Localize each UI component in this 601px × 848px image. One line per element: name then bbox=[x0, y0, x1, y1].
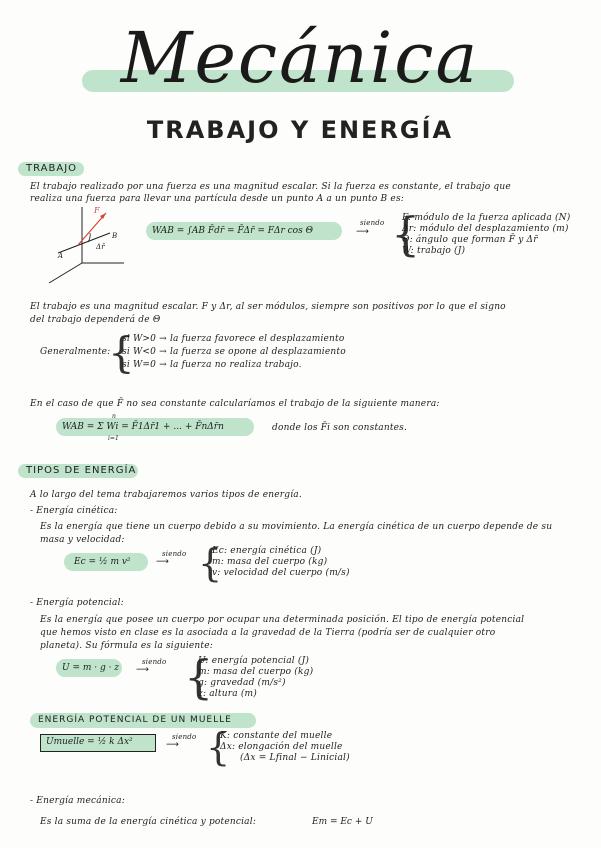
muelle-formula: Umuelle = ½ k Δx² bbox=[46, 737, 133, 747]
cinetica-def-m: m: masa del cuerpo (kg) bbox=[212, 557, 328, 567]
tipos-heading: TIPOS DE ENERGÍA bbox=[26, 465, 137, 476]
cinetica-def-v: v: velocidad del cuerpo (m/s) bbox=[212, 568, 350, 578]
cinetica-desc-line2: masa y velocidad: bbox=[40, 535, 125, 545]
muelle-definitions bbox=[220, 731, 350, 764]
potencial-label: - Energía potencial: bbox=[30, 598, 124, 608]
muelle-def-dx: Δx: elongación del muelle bbox=[220, 742, 343, 752]
potencial-def-u: U: energía potencial (J) bbox=[198, 656, 310, 666]
diagram-label-b: B bbox=[112, 232, 118, 240]
sign-cases bbox=[122, 333, 346, 372]
arrow-icon: ⟶ bbox=[356, 227, 369, 237]
siendo-label-potencial: siendo bbox=[142, 658, 167, 666]
muelle-def-elongation: (Δx = Lfinal − Linicial) bbox=[240, 753, 350, 763]
work-def-f: F: módulo de la fuerza aplicada (N) bbox=[402, 213, 571, 223]
potencial-def-m: m: masa del cuerpo (kg) bbox=[198, 667, 314, 677]
cinetica-def-ec: Ec: energía cinética (J) bbox=[212, 546, 322, 556]
arrow-icon: ⟶ bbox=[156, 557, 169, 567]
cinetica-formula: Ec = ½ m v² bbox=[74, 557, 131, 567]
potencial-desc-line2: que hemos visto en clase es la asociada a la gravedad de la Tierra (podría ser de cualquier otro bbox=[40, 628, 496, 638]
potencial-desc-line1: Es la energía que posee un cuerpo por ocupar una determinada posición. El tipo de energía potencial bbox=[40, 615, 525, 625]
potencial-def-g: g: gravedad (m/s²) bbox=[198, 678, 286, 688]
siendo-label-work: siendo bbox=[360, 219, 385, 227]
cases-brace-icon: { bbox=[108, 328, 135, 377]
arrow-icon: ⟶ bbox=[136, 665, 149, 675]
arrow-icon: ⟶ bbox=[166, 740, 179, 750]
sum-index-top: n bbox=[112, 413, 116, 420]
brace-icon: { bbox=[198, 541, 223, 585]
work-def-dr: Δr: módulo del desplazamiento (m) bbox=[402, 224, 569, 234]
muelle-def-k: K: constante del muelle bbox=[220, 731, 333, 741]
potencial-definitions bbox=[198, 656, 313, 700]
page-subtitle: TRABAJO Y ENERGÍA bbox=[146, 116, 454, 144]
work-def-w: W: trabajo (J) bbox=[402, 246, 466, 256]
trabajo-note-line1: El trabajo es una magnitud escalar. F y Δr, al ser módulos, siempre son positivos por lo que el signo bbox=[30, 302, 506, 312]
work-def-theta: Θ: ángulo que forman F̄ y Δr̄ bbox=[402, 235, 538, 245]
cinetica-definitions bbox=[212, 546, 350, 579]
sum-note: donde los F̄i son constantes. bbox=[272, 423, 408, 433]
trabajo-intro-line2: realiza una fuerza para llevar una partícula desde un punto A a un punto B es: bbox=[30, 194, 405, 204]
potencial-def-z: z: altura (m) bbox=[198, 689, 257, 699]
trabajo-intro-line1: El trabajo realizado por una fuerza es una magnitud escalar. Si la fuerza es constante, el trabajo que bbox=[30, 182, 511, 192]
mecanica-formula: Em = Ec + U bbox=[312, 817, 373, 827]
brace-icon: { bbox=[391, 207, 421, 261]
trabajo-heading: TRABAJO bbox=[26, 163, 78, 174]
generalmente-label: Generalmente: bbox=[40, 347, 111, 357]
work-formula: WAB = ∫AB F̄dr̄ = F̄Δr̄ = FΔr cos Θ bbox=[152, 226, 313, 236]
muelle-heading: ENERGÍA POTENCIAL DE UN MUELLE bbox=[38, 715, 232, 725]
work-definitions bbox=[402, 213, 570, 257]
diagram-label-a: A bbox=[58, 252, 64, 260]
sum-index-bottom: i=1 bbox=[108, 435, 119, 442]
tipos-intro: A lo largo del tema trabajaremos varios tipos de energía. bbox=[30, 490, 302, 500]
brace-icon: { bbox=[206, 725, 231, 769]
diagram-label-dr: Δr̄ bbox=[96, 243, 105, 251]
potencial-formula: U = m · g · z bbox=[62, 663, 120, 673]
case-positive: si W>0 → la fuerza favorece el desplazamiento bbox=[122, 334, 345, 344]
cinetica-desc-line1: Es la energía que tiene un cuerpo debido a su movimiento. La energía cinética de un cuerpo depende de su bbox=[40, 522, 553, 532]
variable-force-line: En el caso de que F̄ no sea constante calcularíamos el trabajo de la siguiente manera: bbox=[30, 399, 440, 409]
work-vector-diagram bbox=[44, 203, 128, 285]
page-title: Mecánica bbox=[120, 17, 480, 99]
siendo-label-cinetica: siendo bbox=[162, 550, 187, 558]
sum-formula: WAB = Σ Wi = F̄1Δr̄1 + ... + F̄nΔr̄n bbox=[62, 422, 224, 432]
brace-icon: { bbox=[184, 650, 214, 704]
case-zero: si W=0 → la fuerza no realiza trabajo. bbox=[122, 360, 302, 370]
siendo-label-muelle: siendo bbox=[172, 733, 197, 741]
diagram-label-f: F bbox=[94, 206, 100, 215]
mecanica-desc: Es la suma de la energía cinética y potencial: bbox=[40, 817, 257, 827]
mecanica-label: - Energía mecánica: bbox=[30, 796, 125, 806]
potencial-desc-line3: planeta). Su fórmula es la siguiente: bbox=[40, 641, 213, 651]
case-negative: si W<0 → la fuerza se opone al desplazamiento bbox=[122, 347, 346, 357]
trabajo-note-line2: del trabajo dependerá de Θ bbox=[30, 315, 161, 325]
cinetica-label: - Energía cinética: bbox=[30, 506, 118, 516]
